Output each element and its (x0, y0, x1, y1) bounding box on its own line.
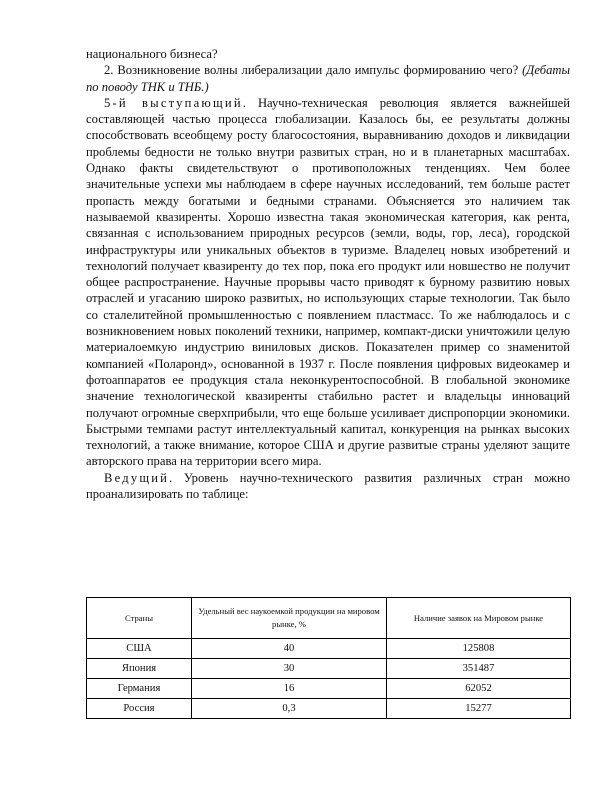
cell-share: 40 (192, 639, 387, 659)
speaker-paragraph (86, 95, 570, 470)
speaker-text: . Научно-техническая революция является важнейшей составляющей частью процесса глобализации. Казалось бы, ее результаты должны способствовать всеобщему росту благосостояния, выравниванию доходов и ликвидации проблемы бедности не только внутри развитых стран, но и в планетарных масштабах. Однако факты свидетельствуют о противоположных тенденциях. Чем более значительные успехи мы наблюдаем в сфере научных исследований, тем больше растет пропасть между богатыми и бедными странами. Объясняется это наличием так называемой квазиренты. Хорошо известна такая экономическая категория, как рента, связанная с использованием природных ресурсов (земли, воды, гор, леса), городской инфраструктуры или уникальных объектов в туризме. Владелец новых изобретений и технологий получает квазиренту до тех пор, пока его продукт или новшество не получит общее распространение. Научные прорывы часто приводят к бурному развитию новых отраслей и угасанию широко развитых, но использующих старые технологии. Так было со сталелитейной промышленностью с появлением пластмасс. То же наблюдалось и с возникновением новых поколений техники, например, компакт-диски уничтожили целую материалоемкую индустрию виниловых дисков. Показателен пример со знаменитой компанией «Поларонд», основанной в 1937 г. После появления цифровых видеокамер и фотоаппаратов ее продукция стала неконкурентоспособной. В глобальной экономике значение технологической квазиренты стабильно растет и владельцы инноваций получают огромные сверхприбыли, что еще больше усиливает диспропорции экономики. Быстрыми темпами растут интеллектуальный капитал, конкуренция на рынках высоких технологий, а также внимание, которое США и другие развитые страны уделяют защите авторского права на территории всего мира. (86, 95, 570, 469)
cell-share: 16 (192, 679, 387, 699)
cell-applications: 15277 (387, 699, 571, 719)
cell-country: США (87, 639, 192, 659)
tech-development-table (86, 597, 571, 719)
table-row (87, 699, 571, 719)
host-label: Ведущий (104, 470, 170, 485)
speaker-label: 5-й выступающий (104, 95, 243, 110)
cell-share: 30 (192, 659, 387, 679)
cell-applications: 351487 (387, 659, 571, 679)
table-header-row (87, 598, 571, 639)
table-row (87, 679, 571, 699)
host-text: . Уровень научно-технического развития различных стран можно проанализировать по таблице: (86, 470, 570, 502)
body-text (86, 46, 570, 502)
paragraph-continuation: национального бизнеса? (86, 47, 218, 61)
table-row (87, 639, 571, 659)
cell-country: Германия (87, 679, 192, 699)
cell-applications: 62052 (387, 679, 571, 699)
cell-country: Россия (87, 699, 192, 719)
host-paragraph (86, 470, 570, 503)
cell-applications: 125808 (387, 639, 571, 659)
cell-share: 0,3 (192, 699, 387, 719)
question-paragraph (86, 62, 570, 95)
header-share: Удельный вес наукоемкой продукции на мировом рынке, % (192, 598, 387, 639)
question-note: (Дебаты по поводу ТНК и ТНБ.) (86, 63, 570, 94)
question-text: 2. Возникновение волны либерализации дало импульс формированию чего? (104, 63, 523, 78)
header-applications: Наличие заявок на Мировом рынке (387, 598, 571, 639)
header-countries: Страны (87, 598, 192, 639)
cell-country: Япония (87, 659, 192, 679)
table-row (87, 659, 571, 679)
